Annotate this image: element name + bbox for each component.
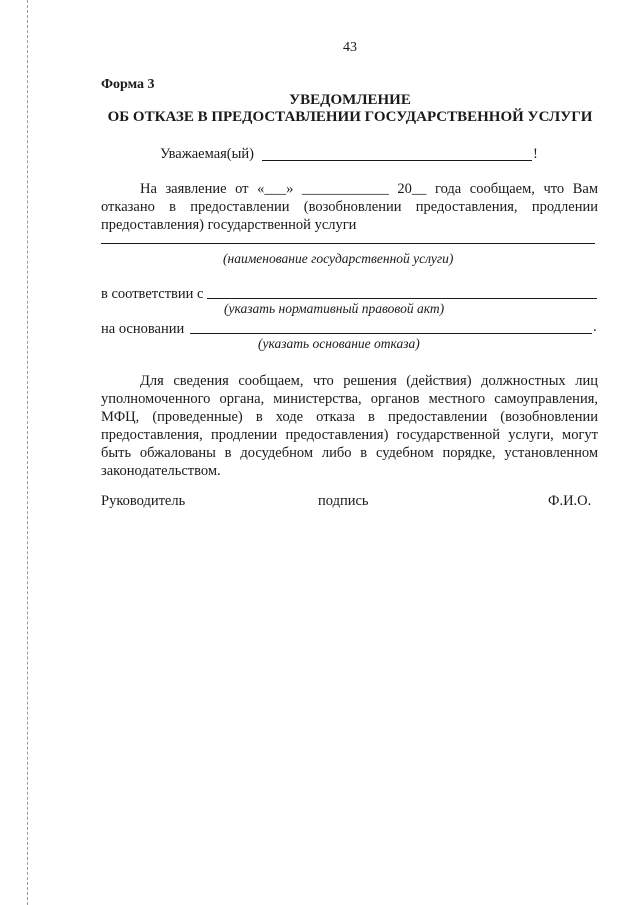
form-label: Форма 3 (101, 77, 155, 92)
legal-act-hint: (указать нормативный правовой акт) (224, 301, 445, 316)
notice-paragraph: На заявление от «___» ____________ 20__ года сообщаем, что Вам отказано в предоставлении (возобновлении предоставления, продлении предоставления) государственной услуги (101, 181, 598, 233)
signature-sign: подпись (318, 493, 369, 509)
accordance-label: в соответствии с (101, 286, 204, 302)
service-name-field[interactable] (101, 243, 595, 244)
service-name-hint: (наименование государственной услуги) (223, 251, 454, 266)
document-title: УВЕДОМЛЕНИЕ (289, 92, 411, 108)
page-number: 43 (343, 40, 357, 55)
greeting-punctuation: ! (533, 146, 538, 162)
refusal-basis-field[interactable] (190, 333, 592, 334)
refusal-basis-hint: (указать основание отказа) (258, 336, 420, 351)
page-left-edge (27, 0, 28, 905)
basis-period: . (593, 319, 597, 335)
legal-act-field[interactable] (207, 298, 597, 299)
basis-label: на основании (101, 321, 185, 337)
document-subtitle: ОБ ОТКАЗЕ В ПРЕДОСТАВЛЕНИИ ГОСУДАРСТВЕННОЙ УСЛУГИ (107, 109, 593, 125)
greeting-label: Уважаемая(ый) (160, 146, 254, 162)
signature-name: Ф.И.О. (548, 493, 592, 509)
signature-head: Руководитель (101, 493, 186, 509)
recipient-name-field[interactable] (262, 160, 532, 161)
appeal-paragraph: Для сведения сообщаем, что решения (действия) должностных лиц уполномоченного органа, министерства, органов местного самоуправления, МФЦ, (проведенные) в ходе отказа в предоставлении (возобновлении предоставления, продлении предоставления) государственной услуги, могут быть обжалованы в досудебном либо в судебном порядке, установленном законодательством. (101, 373, 598, 479)
